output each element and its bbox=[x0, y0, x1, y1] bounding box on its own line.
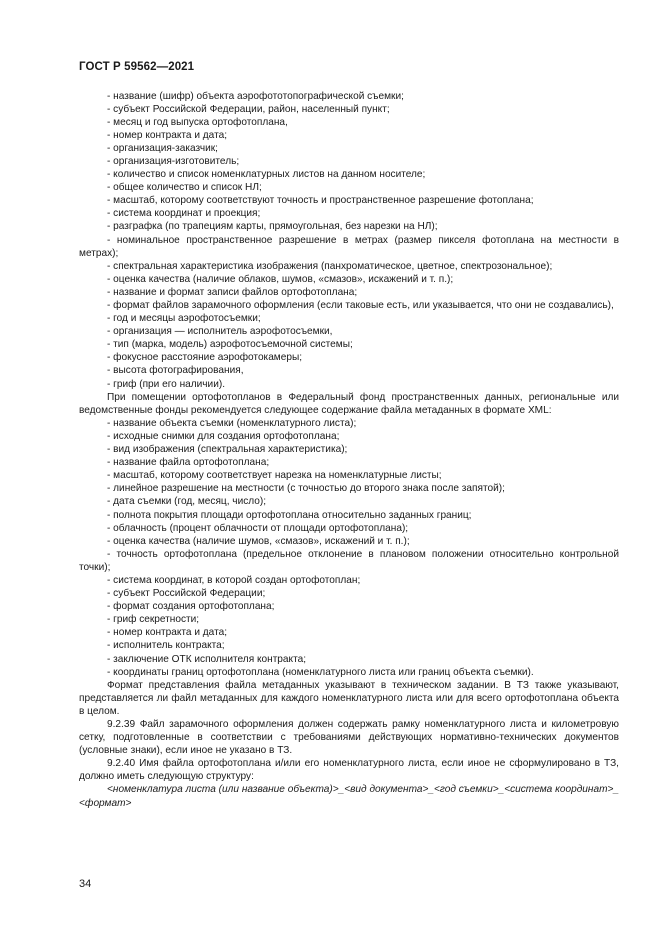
list-item: - тип (марка, модель) аэрофотосъемочной системы; bbox=[107, 339, 353, 351]
list-item: - номер контракта и дата; bbox=[107, 129, 228, 141]
list-item: - разграфка (по трапециям карты, прямоугольная, без нарезки на НЛ); bbox=[107, 221, 438, 233]
list-item: - оценка качества (наличие шумов, «смазов», искажений и т. п.); bbox=[107, 535, 410, 547]
list-item: - год и месяцы аэрофотосъемки; bbox=[107, 313, 261, 325]
list-item: - название (шифр) объекта аэрофототопографической съемки; bbox=[107, 90, 404, 102]
list-item: - название и формат записи файлов ортофотоплана; bbox=[107, 286, 358, 298]
paragraph-9-2-39: 9.2.39 Файл зарамочного оформления должен содержать рамку номенклатурного листа и километровую сетку, подготовленные в соответствии с требованиями действующих нормативно-технических документов (условные знаки), если иное не указано в ТЗ. bbox=[79, 719, 619, 757]
list-item: - организация-заказчик; bbox=[107, 142, 218, 154]
filename-structure: <номенклатура листа (или название объекта)>_<вид документа>_<год съемки>_<система координат>_ <формат> bbox=[79, 784, 619, 809]
list-item: - линейное разрешение на местности (с точностью до второго знака после запятой); bbox=[107, 483, 505, 495]
list-item: - система координат, в которой создан ортофотоплан; bbox=[107, 574, 361, 586]
list-item: - фокусное расстояние аэрофотокамеры; bbox=[107, 352, 303, 364]
list-item: - дата съемки (год, месяц, число); bbox=[107, 496, 267, 508]
list-item: - номинальное пространственное разрешение в метрах (размер пикселя фотоплана на местности в метрах); bbox=[79, 234, 619, 259]
list-item: - точность ортофотоплана (предельное отклонение в плановом положении относительно контрольной точки); bbox=[79, 548, 619, 573]
page-header-standard-id: ГОСТ Р 59562—2021 bbox=[79, 61, 195, 73]
list-item: - формат файлов зарамочного оформления (если таковые есть, или указывается, что они не создавались), bbox=[107, 300, 614, 311]
paragraph-metadata-format: Формат представления файла метаданных указывают в техническом задании. В ТЗ также указывают, представляется ли файл метаданных для каждого номенклатурного листа или для всего ортофотоплана объекта в целом. bbox=[79, 679, 619, 717]
list-item: - исполнитель контракта; bbox=[107, 640, 225, 652]
list-item: - облачность (процент облачности от площади ортофотоплана); bbox=[107, 522, 409, 534]
metadata-list-2 bbox=[79, 417, 619, 679]
list-item: - полнота покрытия площади ортофотоплана относительно заданных границ; bbox=[107, 509, 472, 521]
list-item: - организация — исполнитель аэрофотосъемки, bbox=[107, 326, 333, 338]
list-item: - гриф секретности; bbox=[107, 614, 200, 626]
list-item: - оценка качества (наличие облаков, шумов, «смазов», искажений и т. п.); bbox=[107, 273, 454, 285]
list-item: - заключение ОТК исполнителя контракта; bbox=[107, 653, 306, 665]
list-item: - номер контракта и дата; bbox=[107, 627, 228, 639]
list-item: - исходные снимки для создания ортофотоплана; bbox=[107, 430, 340, 442]
list-item: - высота фотографирования, bbox=[107, 365, 244, 377]
list-item: - субъект Российской Федерации; bbox=[107, 588, 266, 600]
list-item: - общее количество и список НЛ; bbox=[107, 182, 262, 194]
list-item: - масштаб, которому соответствуют точность и пространственное разрешение фотоплана; bbox=[107, 195, 534, 207]
list-item: - спектральная характеристика изображения (панхроматическое, цветное, спектрозональное); bbox=[107, 260, 553, 272]
paragraph-xml-metadata-intro: При помещении ортофотопланов в Федеральный фонд пространственных данных, региональные или ведомственные фонды рекомендуется следующее содержание файла метаданных в формате XML: bbox=[79, 391, 619, 416]
paragraph-9-2-40: 9.2.40 Имя файла ортофотоплана и/или его номенклатурного листа, если иное не сформулировано в ТЗ, должно иметь следующую структуру: bbox=[79, 758, 619, 783]
list-item: - название объекта съемки (номенклатурного листа); bbox=[107, 417, 357, 429]
list-item: - субъект Российской Федерации, район, населенный пункт; bbox=[107, 103, 390, 115]
list-item: - организация-изготовитель; bbox=[107, 155, 240, 167]
list-item: - месяц и год выпуска ортофотоплана, bbox=[107, 116, 288, 128]
list-item: - координаты границ ортофотоплана (номенклатурного листа или границ объекта съемки). bbox=[107, 666, 534, 678]
page-content bbox=[79, 90, 619, 810]
list-item: - количество и список номенклатурных листов на данном носителе; bbox=[107, 169, 426, 181]
list-item: - название файла ортофотоплана; bbox=[107, 457, 270, 469]
list-item: - гриф (при его наличии). bbox=[107, 378, 226, 390]
metadata-list-1 bbox=[79, 90, 619, 391]
list-item: - вид изображения (спектральная характеристика); bbox=[107, 444, 348, 456]
page-number: 34 bbox=[79, 878, 92, 890]
list-item: - система координат и проекция; bbox=[107, 208, 261, 220]
list-item: - масштаб, которому соответствует нарезка на номенклатурные листы; bbox=[107, 470, 442, 482]
list-item: - формат создания ортофотоплана; bbox=[107, 601, 275, 613]
